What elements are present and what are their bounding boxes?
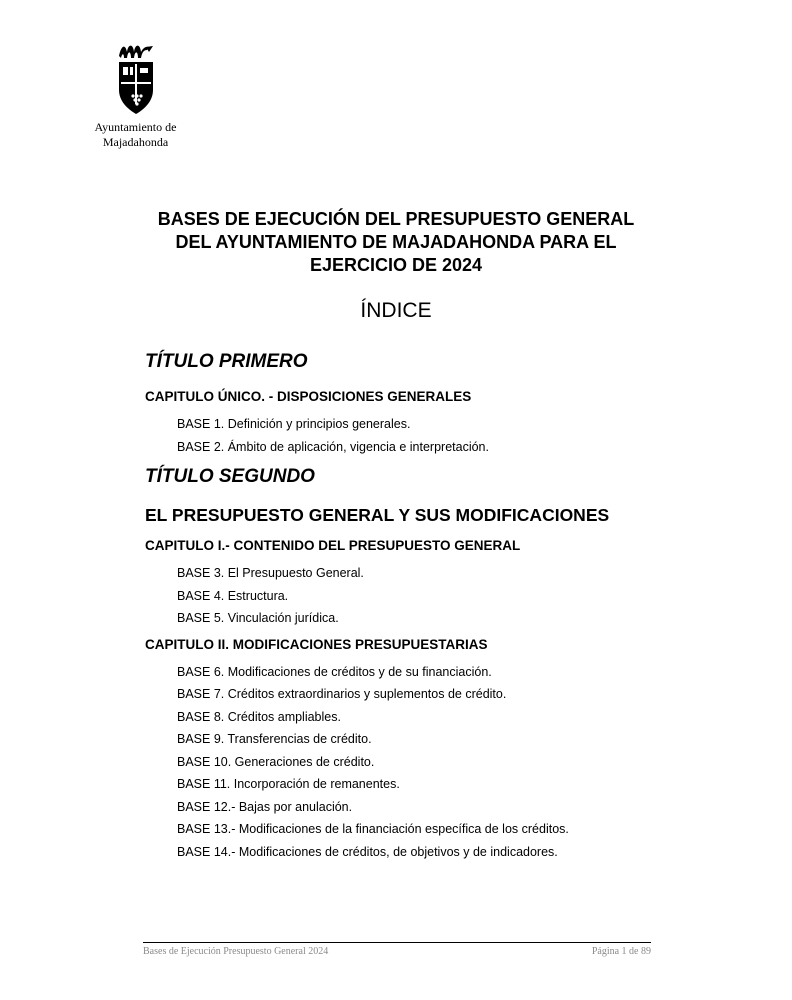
toc-entry[interactable]: BASE 13.- Modificaciones de la financiación específica de los créditos. xyxy=(177,822,569,836)
logo-caption xyxy=(88,120,183,150)
toc-entry[interactable]: BASE 1. Definición y principios generales. xyxy=(177,417,411,431)
toc-entry[interactable]: BASE 8. Créditos ampliables. xyxy=(177,709,341,724)
section-presupuesto-general: EL PRESUPUESTO GENERAL Y SUS MODIFICACIONES xyxy=(145,505,610,525)
footer-document-name: Bases de Ejecución Presupuesto General 2024 xyxy=(143,946,329,957)
toc-entry[interactable]: BASE 12.- Bajas por anulación. xyxy=(177,799,353,814)
capitulo-unico: CAPITULO ÚNICO. - DISPOSICIONES GENERALES xyxy=(145,389,472,404)
index-heading: ÍNDICE xyxy=(360,299,432,322)
municipal-logo xyxy=(88,38,183,150)
caption-line-1: Ayuntamiento de xyxy=(94,120,177,134)
toc-entry[interactable]: BASE 3. El Presupuesto General. xyxy=(177,566,364,580)
toc-entry[interactable]: BASE 10. Generaciones de crédito. xyxy=(177,754,375,769)
coat-of-arms-icon xyxy=(113,38,159,116)
capitulo-unico-list xyxy=(145,413,665,458)
caption-line-2: Majadahonda xyxy=(102,135,169,149)
page-footer xyxy=(143,942,651,957)
toc-entry[interactable]: BASE 11. Incorporación de remanentes. xyxy=(177,777,400,791)
capitulo-2-list xyxy=(145,661,665,864)
toc-entry[interactable]: BASE 6. Modificaciones de créditos y de su financiación. xyxy=(177,664,492,679)
capitulo-2: CAPITULO II. MODIFICACIONES PRESUPUESTARIAS xyxy=(145,636,488,652)
toc-entry[interactable]: BASE 2. Ámbito de aplicación, vigencia e interpretación. xyxy=(177,439,489,454)
footer-page-number: Página 1 de 89 xyxy=(591,946,651,957)
toc-entry[interactable]: BASE 9. Transferencias de crédito. xyxy=(177,732,372,746)
toc-entry[interactable]: BASE 14.- Modificaciones de créditos, de objetivos y de indicadores. xyxy=(177,844,558,859)
toc-entry[interactable]: BASE 7. Créditos extraordinarios y suplementos de crédito. xyxy=(177,687,507,701)
title-line: DEL AYUNTAMIENTO DE MAJADAHONDA PARA EL xyxy=(175,232,617,252)
title-line: BASES DE EJECUCIÓN DEL PRESUPUESTO GENERAL xyxy=(157,209,635,229)
capitulo-1-list xyxy=(145,562,665,630)
titulo-primero: TÍTULO PRIMERO xyxy=(145,351,308,372)
toc-entry[interactable]: BASE 5. Vinculación jurídica. xyxy=(177,611,339,625)
titulo-segundo: TÍTULO SEGUNDO xyxy=(145,466,315,487)
capitulo-1: CAPITULO I.- CONTENIDO DEL PRESUPUESTO GENERAL xyxy=(145,538,521,553)
title-line: EJERCICIO DE 2024 xyxy=(309,255,483,275)
document-title xyxy=(140,208,652,277)
table-of-contents xyxy=(145,350,665,863)
toc-entry[interactable]: BASE 4. Estructura. xyxy=(177,588,289,603)
